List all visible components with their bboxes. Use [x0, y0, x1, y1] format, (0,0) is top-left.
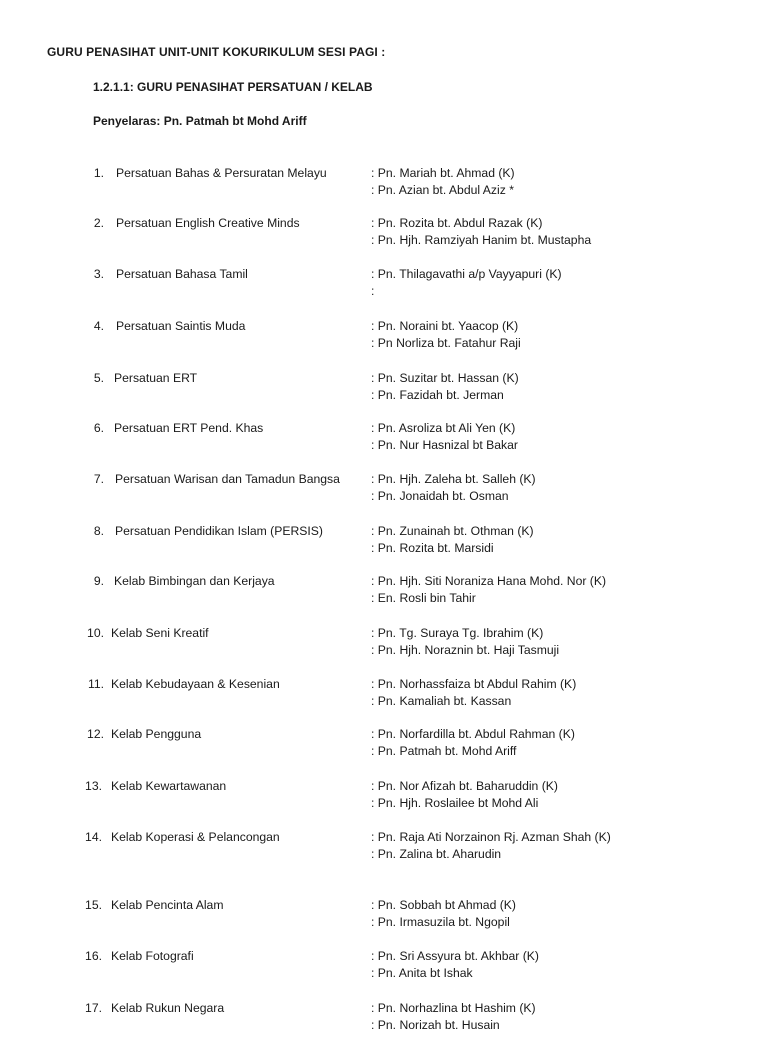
- advisor-primary: : Pn. Hjh. Siti Noraniza Hana Mohd. Nor (K): [371, 574, 607, 588]
- document-heading: GURU PENASIHAT UNIT-UNIT KOKURIKULUM SESI PAGI :: [47, 45, 386, 59]
- club-name: Kelab Pengguna: [111, 727, 202, 741]
- list-item: [0, 779, 768, 819]
- list-item: [0, 898, 768, 938]
- advisor-secondary: : En. Rosli bin Tahir: [371, 591, 476, 605]
- item-number: 7.: [93, 472, 104, 486]
- advisor-primary: : Pn. Norfardilla bt. Abdul Rahman (K): [371, 727, 575, 741]
- list-item: [0, 472, 768, 512]
- coordinator-line: Penyelaras: Pn. Patmah bt Mohd Ariff: [93, 114, 307, 128]
- club-name: Kelab Bimbingan dan Kerjaya: [114, 574, 275, 588]
- advisor-secondary: : Pn. Azian bt. Abdul Aziz *: [371, 183, 514, 197]
- advisor-primary: : Pn. Rozita bt. Abdul Razak (K): [371, 216, 543, 230]
- advisor-primary: : Pn. Asroliza bt Ali Yen (K): [371, 421, 516, 435]
- list-item: [0, 216, 768, 256]
- advisor-secondary: : Pn. Norizah bt. Husain: [371, 1018, 500, 1032]
- list-item: [0, 626, 768, 666]
- club-name: Persatuan ERT: [114, 371, 198, 385]
- advisor-primary: : Pn. Mariah bt. Ahmad (K): [371, 166, 515, 180]
- advisor-primary: : Pn. Hjh. Zaleha bt. Salleh (K): [371, 472, 536, 486]
- club-name: Kelab Seni Kreatif: [111, 626, 209, 640]
- club-name: Persatuan ERT Pend. Khas: [114, 421, 264, 435]
- advisor-primary: : Pn. Tg. Suraya Tg. Ibrahim (K): [371, 626, 544, 640]
- club-name: Kelab Rukun Negara: [111, 1001, 225, 1015]
- item-number: 17.: [85, 1001, 102, 1015]
- list-item: [0, 319, 768, 359]
- club-name: Kelab Koperasi & Pelancongan: [111, 830, 280, 844]
- advisor-secondary: : Pn. Hjh. Noraznin bt. Haji Tasmuji: [371, 643, 560, 657]
- item-number: 6.: [93, 421, 104, 435]
- advisor-primary: : Pn. Thilagavathi a/p Vayyapuri (K): [371, 267, 562, 281]
- advisor-secondary: : Pn. Irmasuzila bt. Ngopil: [371, 915, 510, 929]
- advisor-secondary: : Pn. Rozita bt. Marsidi: [371, 541, 494, 555]
- club-name: Persatuan Saintis Muda: [116, 319, 246, 333]
- list-item: [0, 677, 768, 717]
- advisor-secondary: : Pn. Patmah bt. Mohd Ariff: [371, 744, 517, 758]
- advisor-primary: : Pn. Norhassfaiza bt Abdul Rahim (K): [371, 677, 577, 691]
- advisor-primary: : Pn. Noraini bt. Yaacop (K): [371, 319, 519, 333]
- club-name: Persatuan Bahas & Persuratan Melayu: [116, 166, 327, 180]
- advisor-secondary: : Pn. Zalina bt. Aharudin: [371, 847, 502, 861]
- advisor-secondary: : Pn. Fazidah bt. Jerman: [371, 388, 504, 402]
- advisor-primary: : Pn. Suzitar bt. Hassan (K): [371, 371, 519, 385]
- list-item: [0, 574, 768, 614]
- advisor-primary: : Pn. Raja Ati Norzainon Rj. Azman Shah (K): [371, 830, 611, 844]
- list-item: [0, 166, 768, 206]
- club-name: Persatuan Bahasa Tamil: [116, 267, 248, 281]
- club-name: Persatuan Warisan dan Tamadun Bangsa: [115, 472, 340, 486]
- advisor-secondary: : Pn. Hjh. Ramziyah Hanim bt. Mustapha: [371, 233, 592, 247]
- item-number: 2.: [93, 216, 104, 230]
- item-number: 12.: [87, 727, 104, 741]
- advisor-primary: : Pn. Sobbah bt Ahmad (K): [371, 898, 516, 912]
- advisor-primary: : Pn. Norhazlina bt Hashim (K): [371, 1001, 536, 1015]
- item-number: 5.: [93, 371, 104, 385]
- advisor-primary: : Pn. Sri Assyura bt. Akhbar (K): [371, 949, 539, 963]
- club-name: Persatuan English Creative Minds: [116, 216, 300, 230]
- item-number: 15.: [85, 898, 102, 912]
- item-number: 14.: [85, 830, 102, 844]
- item-number: 9.: [93, 574, 104, 588]
- club-name: Kelab Kewartawanan: [111, 779, 227, 793]
- club-name: Persatuan Pendidikan Islam (PERSIS): [115, 524, 323, 538]
- item-number: 10.: [87, 626, 104, 640]
- advisor-secondary: :: [371, 284, 375, 298]
- list-item: [0, 524, 768, 564]
- club-name: Kelab Kebudayaan & Kesenian: [111, 677, 280, 691]
- list-item: [0, 421, 768, 461]
- advisor-secondary: : Pn. Kamaliah bt. Kassan: [371, 694, 512, 708]
- advisor-secondary: : Pn. Anita bt Ishak: [371, 966, 473, 980]
- item-number: 1.: [93, 166, 104, 180]
- club-name: Kelab Fotografi: [111, 949, 194, 963]
- list-item: [0, 371, 768, 411]
- item-number: 4.: [93, 319, 104, 333]
- list-item: [0, 267, 768, 307]
- advisor-primary: : Pn. Nor Afizah bt. Baharuddin (K): [371, 779, 558, 793]
- item-number: 11.: [87, 677, 104, 691]
- advisor-secondary: : Pn. Jonaidah bt. Osman: [371, 489, 509, 503]
- list-item: [0, 727, 768, 767]
- list-item: [0, 830, 768, 870]
- item-number: 13.: [85, 779, 102, 793]
- item-number: 16.: [85, 949, 102, 963]
- advisor-secondary: : Pn. Nur Hasnizal bt Bakar: [371, 438, 518, 452]
- list-item: [0, 1001, 768, 1041]
- advisor-primary: : Pn. Zunainah bt. Othman (K): [371, 524, 534, 538]
- advisor-secondary: : Pn. Hjh. Roslailee bt Mohd Ali: [371, 796, 539, 810]
- club-name: Kelab Pencinta Alam: [111, 898, 224, 912]
- section-subheading: 1.2.1.1: GURU PENASIHAT PERSATUAN / KELAB: [93, 80, 373, 94]
- list-item: [0, 949, 768, 989]
- item-number: 3.: [93, 267, 104, 281]
- advisor-secondary: : Pn Norliza bt. Fatahur Raji: [371, 336, 521, 350]
- item-number: 8.: [93, 524, 104, 538]
